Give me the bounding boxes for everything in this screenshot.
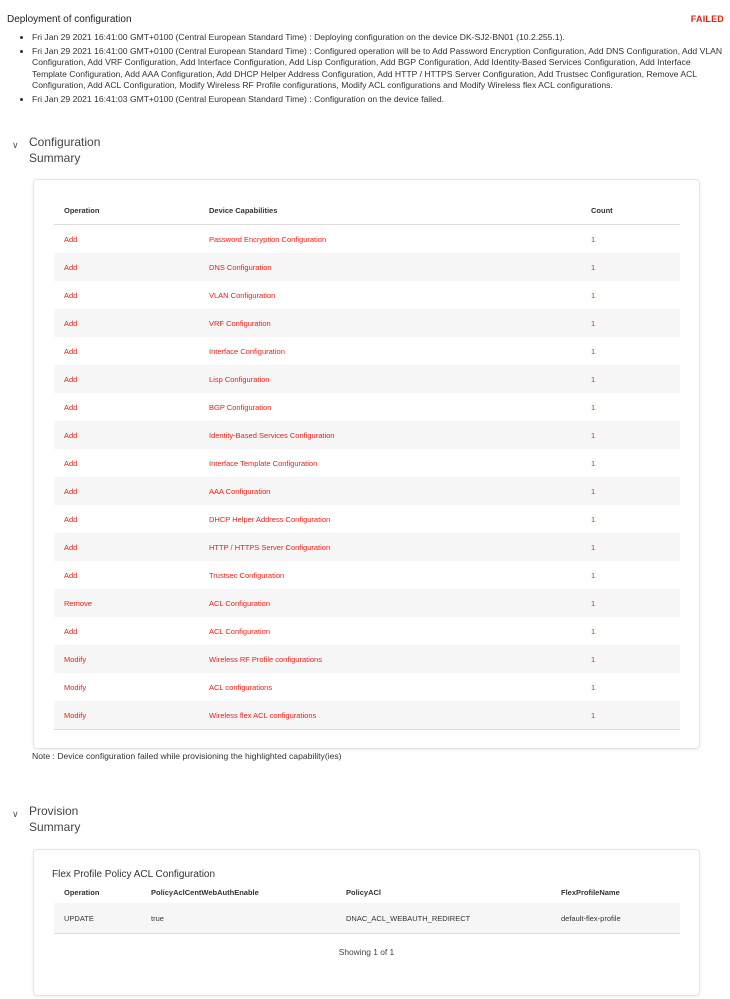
table-cell: 1 bbox=[581, 589, 680, 617]
table-cell: BGP Configuration bbox=[209, 402, 272, 412]
table-cell: HTTP / HTTPS Server Configuration bbox=[199, 533, 581, 561]
table-row bbox=[54, 225, 680, 254]
table-cell: ACL Configuration bbox=[199, 589, 581, 617]
table-cell: 1 bbox=[581, 253, 680, 281]
table-row bbox=[54, 533, 680, 561]
table-cell: ACL Configuration bbox=[209, 626, 271, 636]
log-entry: • Fri Jan 29 2021 16:41:00 GMT+0100 (Central European Standard Time) : Configured operation will be to Add Password Encryption Configuration, Add DNS Configuration, Add VLAN Configuration, Add VRF Configuration, Add Interface Configuration, Add Lisp Configuration, Add BGP Configuration, Add Identity-Based Services Configuration, Add Interface Template Configuration, Add AAA Configuration, Add DHCP Helper Address Configuration, Add HTTP / HTTPS Server Configuration, Add Trustsec Configuration, Remove ACL Configuration, Add ACL Configuration, Modify Wireless RF Profile configurations, Modify ACL configurations and Modify Wireless flex ACL configurations. bbox=[32, 46, 726, 91]
table-cell: true bbox=[141, 903, 336, 934]
table-header-row bbox=[54, 196, 680, 225]
column-header-policy-acl-cent-web-auth-enable: PolicyAclCentWebAuthEnable bbox=[151, 887, 259, 897]
table-row bbox=[54, 673, 680, 701]
table-cell: Modify bbox=[64, 682, 87, 692]
table-cell: 1 bbox=[581, 309, 680, 337]
table-cell: 1 bbox=[591, 346, 596, 356]
flex-profile-title: Flex Profile Policy ACL Configuration bbox=[52, 869, 216, 880]
table-row bbox=[54, 617, 680, 645]
deployment-header bbox=[7, 14, 725, 28]
table-row bbox=[54, 309, 680, 337]
table-row bbox=[54, 365, 680, 393]
flex-profile-table-body bbox=[54, 903, 680, 934]
table-cell: VLAN Configuration bbox=[209, 290, 276, 300]
table-cell: DHCP Helper Address Configuration bbox=[209, 514, 331, 524]
table-cell: 1 bbox=[591, 458, 596, 468]
table-header-row bbox=[54, 881, 680, 903]
table-cell: DNAC_ACL_WEBAUTH_REDIRECT bbox=[336, 903, 551, 934]
column-header-operation: Operation bbox=[64, 887, 100, 897]
table-cell: AAA Configuration bbox=[199, 477, 581, 505]
table-row bbox=[54, 589, 680, 617]
column-header-flex-profile-name: FlexProfileName bbox=[561, 887, 620, 897]
table-row bbox=[54, 645, 680, 673]
table-cell: 1 bbox=[591, 682, 596, 692]
configuration-summary-card bbox=[33, 179, 700, 749]
column-header-count: Count bbox=[581, 196, 680, 225]
log-entry: • Fri Jan 29 2021 16:41:00 GMT+0100 (Central European Standard Time) : Deploying configuration on the device DK-SJ2-BN01 (10.2.255.1). bbox=[32, 32, 726, 43]
table-cell: Add bbox=[54, 253, 199, 281]
table-cell: Add bbox=[54, 365, 199, 393]
table-cell: 1 bbox=[581, 477, 680, 505]
table-cell: Trustsec Configuration bbox=[209, 570, 285, 580]
table-cell: 1 bbox=[581, 421, 680, 449]
table-cell: VRF Configuration bbox=[199, 309, 581, 337]
configuration-summary-label: Configuration Summary bbox=[29, 135, 101, 165]
table-row bbox=[54, 449, 680, 477]
table-row bbox=[54, 477, 680, 505]
status-badge: FAILED bbox=[690, 14, 724, 24]
table-cell: Add bbox=[54, 533, 199, 561]
table-cell: 1 bbox=[591, 290, 596, 300]
table-cell: Password Encryption Configuration bbox=[209, 234, 327, 244]
table-cell: 1 bbox=[591, 570, 596, 580]
table-cell: Add bbox=[64, 514, 78, 524]
deployment-title: Deployment of configuration bbox=[7, 14, 132, 25]
table-cell: 1 bbox=[591, 626, 596, 636]
table-row bbox=[54, 701, 680, 730]
table-cell: Remove bbox=[54, 589, 199, 617]
table-cell: Add bbox=[64, 626, 78, 636]
table-cell: 1 bbox=[591, 514, 596, 524]
table-row bbox=[54, 505, 680, 533]
table-cell: Wireless flex ACL configurations bbox=[199, 701, 581, 730]
column-header-operation: Operation bbox=[54, 196, 199, 225]
chevron-down-icon: ∨ bbox=[12, 140, 19, 150]
configuration-table bbox=[54, 196, 680, 730]
table-cell: UPDATE bbox=[54, 903, 141, 934]
table-cell: Add bbox=[64, 458, 78, 468]
table-cell: Add bbox=[64, 402, 78, 412]
table-cell: default-flex-profile bbox=[551, 903, 680, 934]
flex-profile-table bbox=[54, 881, 680, 934]
table-cell: 1 bbox=[581, 533, 680, 561]
configuration-table-body bbox=[54, 225, 680, 730]
provision-summary-card bbox=[33, 849, 700, 996]
failure-note: Note : Device configuration failed while provisioning the highlighted capability(ies) bbox=[32, 751, 342, 761]
table-cell: Modify bbox=[54, 645, 199, 673]
table-cell: 1 bbox=[581, 365, 680, 393]
table-cell: Modify bbox=[54, 701, 199, 730]
table-cell: 1 bbox=[591, 234, 596, 244]
table-cell: Wireless RF Profile configurations bbox=[199, 645, 581, 673]
table-cell: Lisp Configuration bbox=[199, 365, 581, 393]
table-cell: Add bbox=[54, 421, 199, 449]
chevron-down-icon: ∨ bbox=[12, 809, 19, 819]
table-cell: Add bbox=[64, 570, 78, 580]
pagination-status: Showing 1 of 1 bbox=[338, 947, 395, 957]
column-header-device-capabilities: Device Capabilities bbox=[199, 196, 581, 225]
table-cell: DNS Configuration bbox=[199, 253, 581, 281]
table-row bbox=[54, 903, 680, 934]
log-entry: • Fri Jan 29 2021 16:41:03 GMT+0100 (Central European Standard Time) : Configuration on the device failed. bbox=[32, 94, 726, 105]
table-row bbox=[54, 337, 680, 365]
table-cell: 1 bbox=[591, 402, 596, 412]
table-row bbox=[54, 421, 680, 449]
table-cell: Add bbox=[54, 309, 199, 337]
table-cell: Add bbox=[64, 234, 78, 244]
table-cell: Interface Configuration bbox=[209, 346, 285, 356]
table-row bbox=[54, 281, 680, 309]
table-cell: 1 bbox=[581, 701, 680, 730]
table-cell: ACL configurations bbox=[209, 682, 273, 692]
table-cell: 1 bbox=[581, 645, 680, 673]
table-row bbox=[54, 253, 680, 281]
table-cell: Interface Template Configuration bbox=[209, 458, 318, 468]
provision-summary-label: Provision Summary bbox=[29, 804, 81, 834]
table-cell: Add bbox=[54, 477, 199, 505]
table-row bbox=[54, 393, 680, 421]
deployment-log bbox=[0, 32, 726, 108]
table-row bbox=[54, 561, 680, 589]
table-cell: Identity-Based Services Configuration bbox=[199, 421, 581, 449]
column-header-policy-acl: PolicyACl bbox=[346, 887, 382, 897]
table-cell: Add bbox=[64, 290, 78, 300]
table-cell: Add bbox=[64, 346, 78, 356]
